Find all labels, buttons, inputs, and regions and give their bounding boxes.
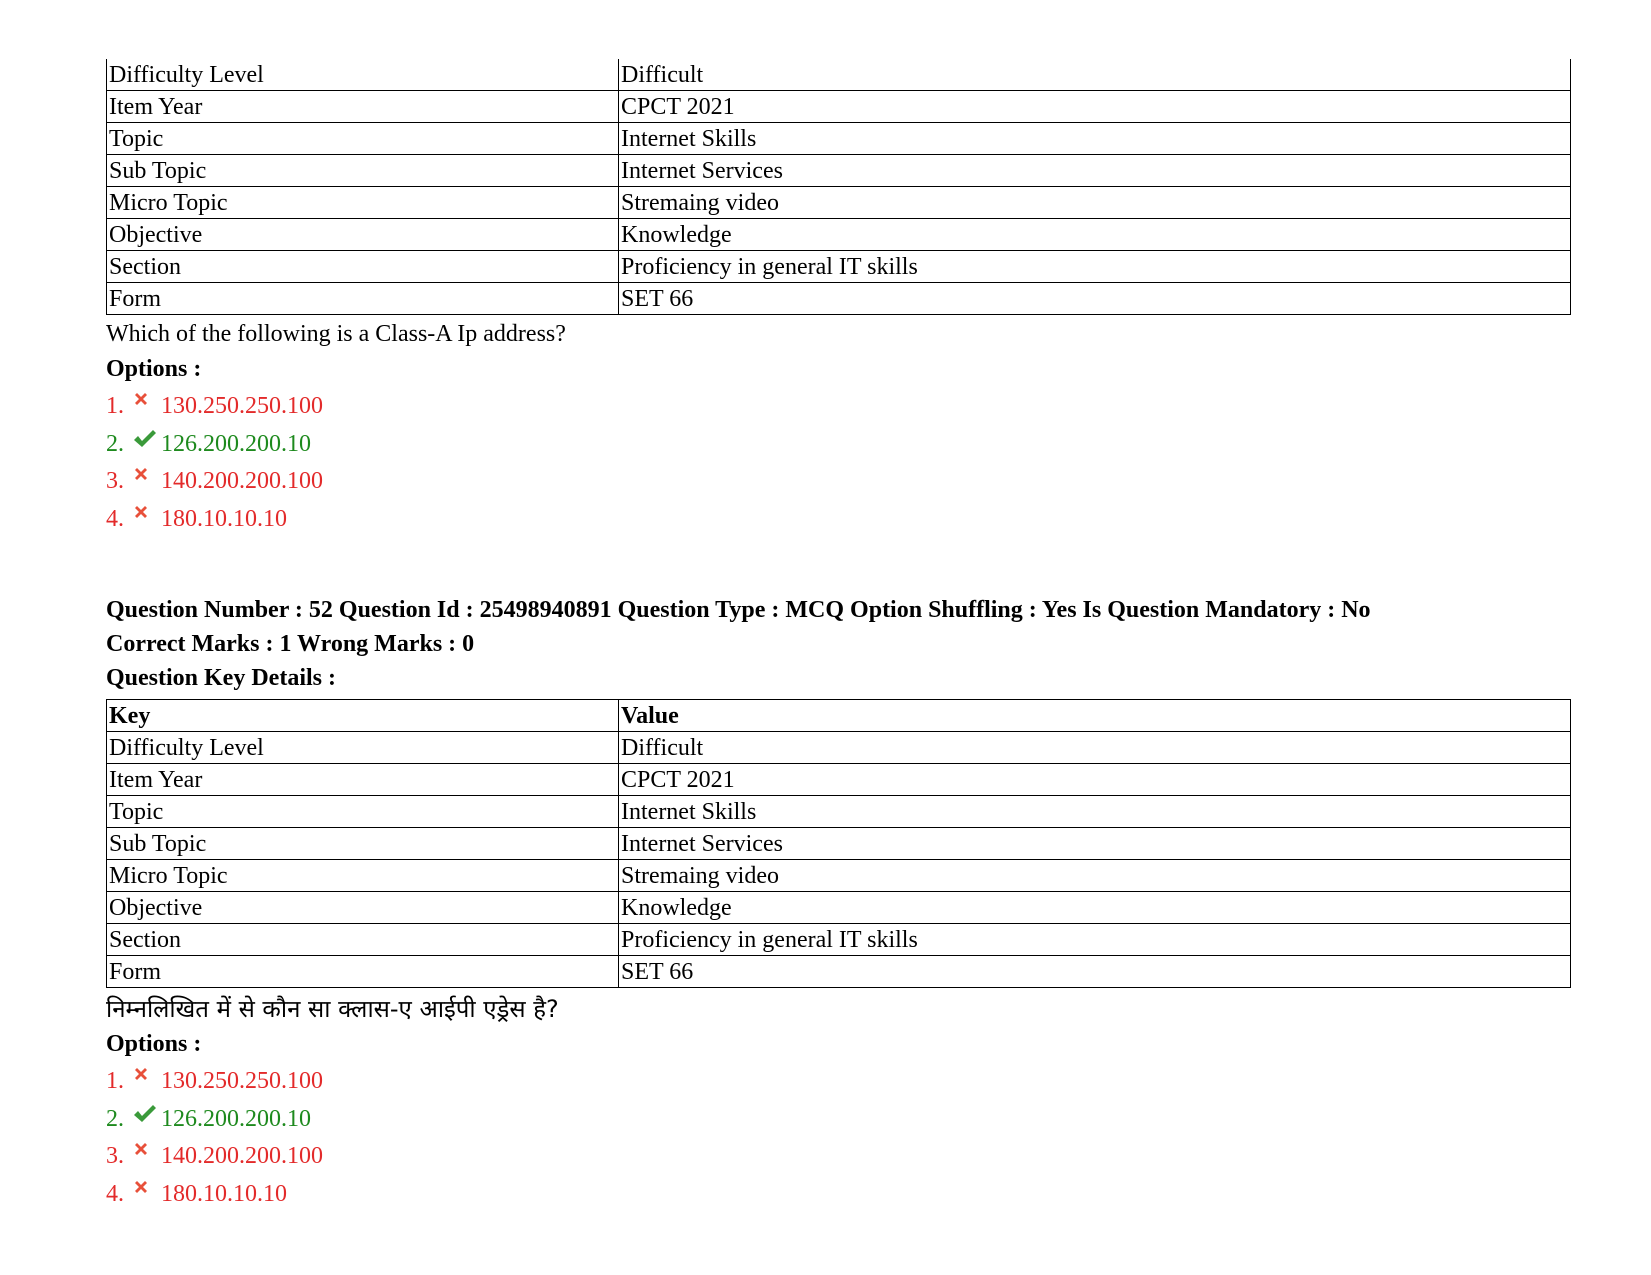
question-text-hindi: निम्नलिखित में से कौन सा क्लास-ए आईपी एड्रेस है?: [106, 995, 559, 1023]
key-cell: Item Year: [107, 91, 619, 123]
cross-icon: [131, 463, 161, 500]
key-header: Key: [107, 700, 619, 732]
cross-icon: [131, 1176, 161, 1213]
option-text: 140.200.200.100: [161, 468, 323, 494]
question-text: Which of the following is a Class-A Ip address?: [106, 321, 566, 347]
option-item: [106, 1138, 1571, 1176]
option-number: 4.: [106, 1180, 124, 1207]
option-item: [106, 501, 1571, 539]
key-details-label: Question Key Details :: [106, 665, 336, 691]
key-cell: Form: [107, 283, 619, 315]
options-label: Options :: [106, 356, 202, 382]
table-row: [107, 828, 1571, 860]
table-row: [107, 59, 1571, 91]
table-row: [107, 892, 1571, 924]
option-item: [106, 463, 1571, 501]
value-cell: Knowledge: [619, 219, 1571, 251]
option-text: 140.200.200.100: [161, 1143, 323, 1169]
value-cell: Internet Services: [619, 828, 1571, 860]
value-cell: Proficiency in general IT skills: [619, 924, 1571, 956]
key-cell: Sub Topic: [107, 828, 619, 860]
key-cell: Topic: [107, 123, 619, 155]
value-cell: SET 66: [619, 283, 1571, 315]
value-cell: Stremaing video: [619, 860, 1571, 892]
document-page: [106, 59, 1571, 1213]
table-header-row: [107, 700, 1571, 732]
value-cell: Internet Skills: [619, 123, 1571, 155]
key-cell: Topic: [107, 796, 619, 828]
key-cell: Micro Topic: [107, 187, 619, 219]
table-row: [107, 283, 1571, 315]
options-label: Options :: [106, 1031, 202, 1057]
table-row: [107, 187, 1571, 219]
question-header: [106, 593, 1571, 695]
table-row: [107, 219, 1571, 251]
key-cell: Micro Topic: [107, 860, 619, 892]
key-cell: Item Year: [107, 764, 619, 796]
value-cell: Proficiency in general IT skills: [619, 251, 1571, 283]
table-row: [107, 764, 1571, 796]
cross-icon: [131, 501, 161, 538]
option-number: 3.: [106, 1143, 124, 1169]
value-cell: CPCT 2021: [619, 91, 1571, 123]
value-cell: CPCT 2021: [619, 764, 1571, 796]
key-cell: Form: [107, 956, 619, 988]
check-icon: [131, 1101, 161, 1138]
option-number: 3.: [106, 468, 124, 494]
table-row: [107, 155, 1571, 187]
option-number: 2.: [106, 430, 124, 457]
value-cell: Stremaing video: [619, 187, 1571, 219]
check-icon: [131, 426, 161, 463]
option-text: 126.200.200.10: [161, 430, 311, 457]
cross-icon: [131, 1063, 161, 1100]
key-cell: Sub Topic: [107, 155, 619, 187]
key-cell: Objective: [107, 219, 619, 251]
option-text: 180.10.10.10: [161, 1180, 287, 1207]
key-cell: Section: [107, 251, 619, 283]
option-text: 126.200.200.10: [161, 1105, 311, 1132]
option-number: 1.: [106, 393, 124, 419]
key-cell: Objective: [107, 892, 619, 924]
option-item: [106, 1176, 1571, 1214]
options-list: [106, 1063, 1571, 1213]
option-item: [106, 1063, 1571, 1101]
table-row: [107, 924, 1571, 956]
table-row: [107, 732, 1571, 764]
table-row: [107, 956, 1571, 988]
option-text: 130.250.250.100: [161, 393, 323, 419]
key-cell: Difficulty Level: [107, 59, 619, 91]
key-details-table-prev: [106, 59, 1571, 315]
option-number: 4.: [106, 505, 124, 532]
option-item: [106, 1101, 1571, 1139]
key-cell: Difficulty Level: [107, 732, 619, 764]
cross-icon: [131, 388, 161, 425]
table-row: [107, 860, 1571, 892]
table-row: [107, 796, 1571, 828]
value-cell: SET 66: [619, 956, 1571, 988]
table-row: [107, 251, 1571, 283]
key-details-table: [106, 699, 1571, 988]
value-cell: Internet Services: [619, 155, 1571, 187]
table-row: [107, 91, 1571, 123]
question-marks: Correct Marks : 1 Wrong Marks : 0: [106, 631, 475, 657]
key-cell: Section: [107, 924, 619, 956]
value-cell: Difficult: [619, 732, 1571, 764]
table-row: [107, 123, 1571, 155]
value-cell: Internet Skills: [619, 796, 1571, 828]
option-text: 130.250.250.100: [161, 1068, 323, 1094]
value-cell: Difficult: [619, 59, 1571, 91]
option-text: 180.10.10.10: [161, 505, 287, 532]
value-cell: Knowledge: [619, 892, 1571, 924]
options-list: [106, 388, 1571, 538]
option-number: 1.: [106, 1068, 124, 1094]
option-number: 2.: [106, 1105, 124, 1132]
value-header: Value: [619, 700, 1571, 732]
cross-icon: [131, 1138, 161, 1175]
option-item: [106, 388, 1571, 426]
option-item: [106, 426, 1571, 464]
question-meta: Question Number : 52 Question Id : 25498940891 Question Type : MCQ Option Shuffling : Yes Is Question Mandatory : No: [106, 597, 1371, 623]
